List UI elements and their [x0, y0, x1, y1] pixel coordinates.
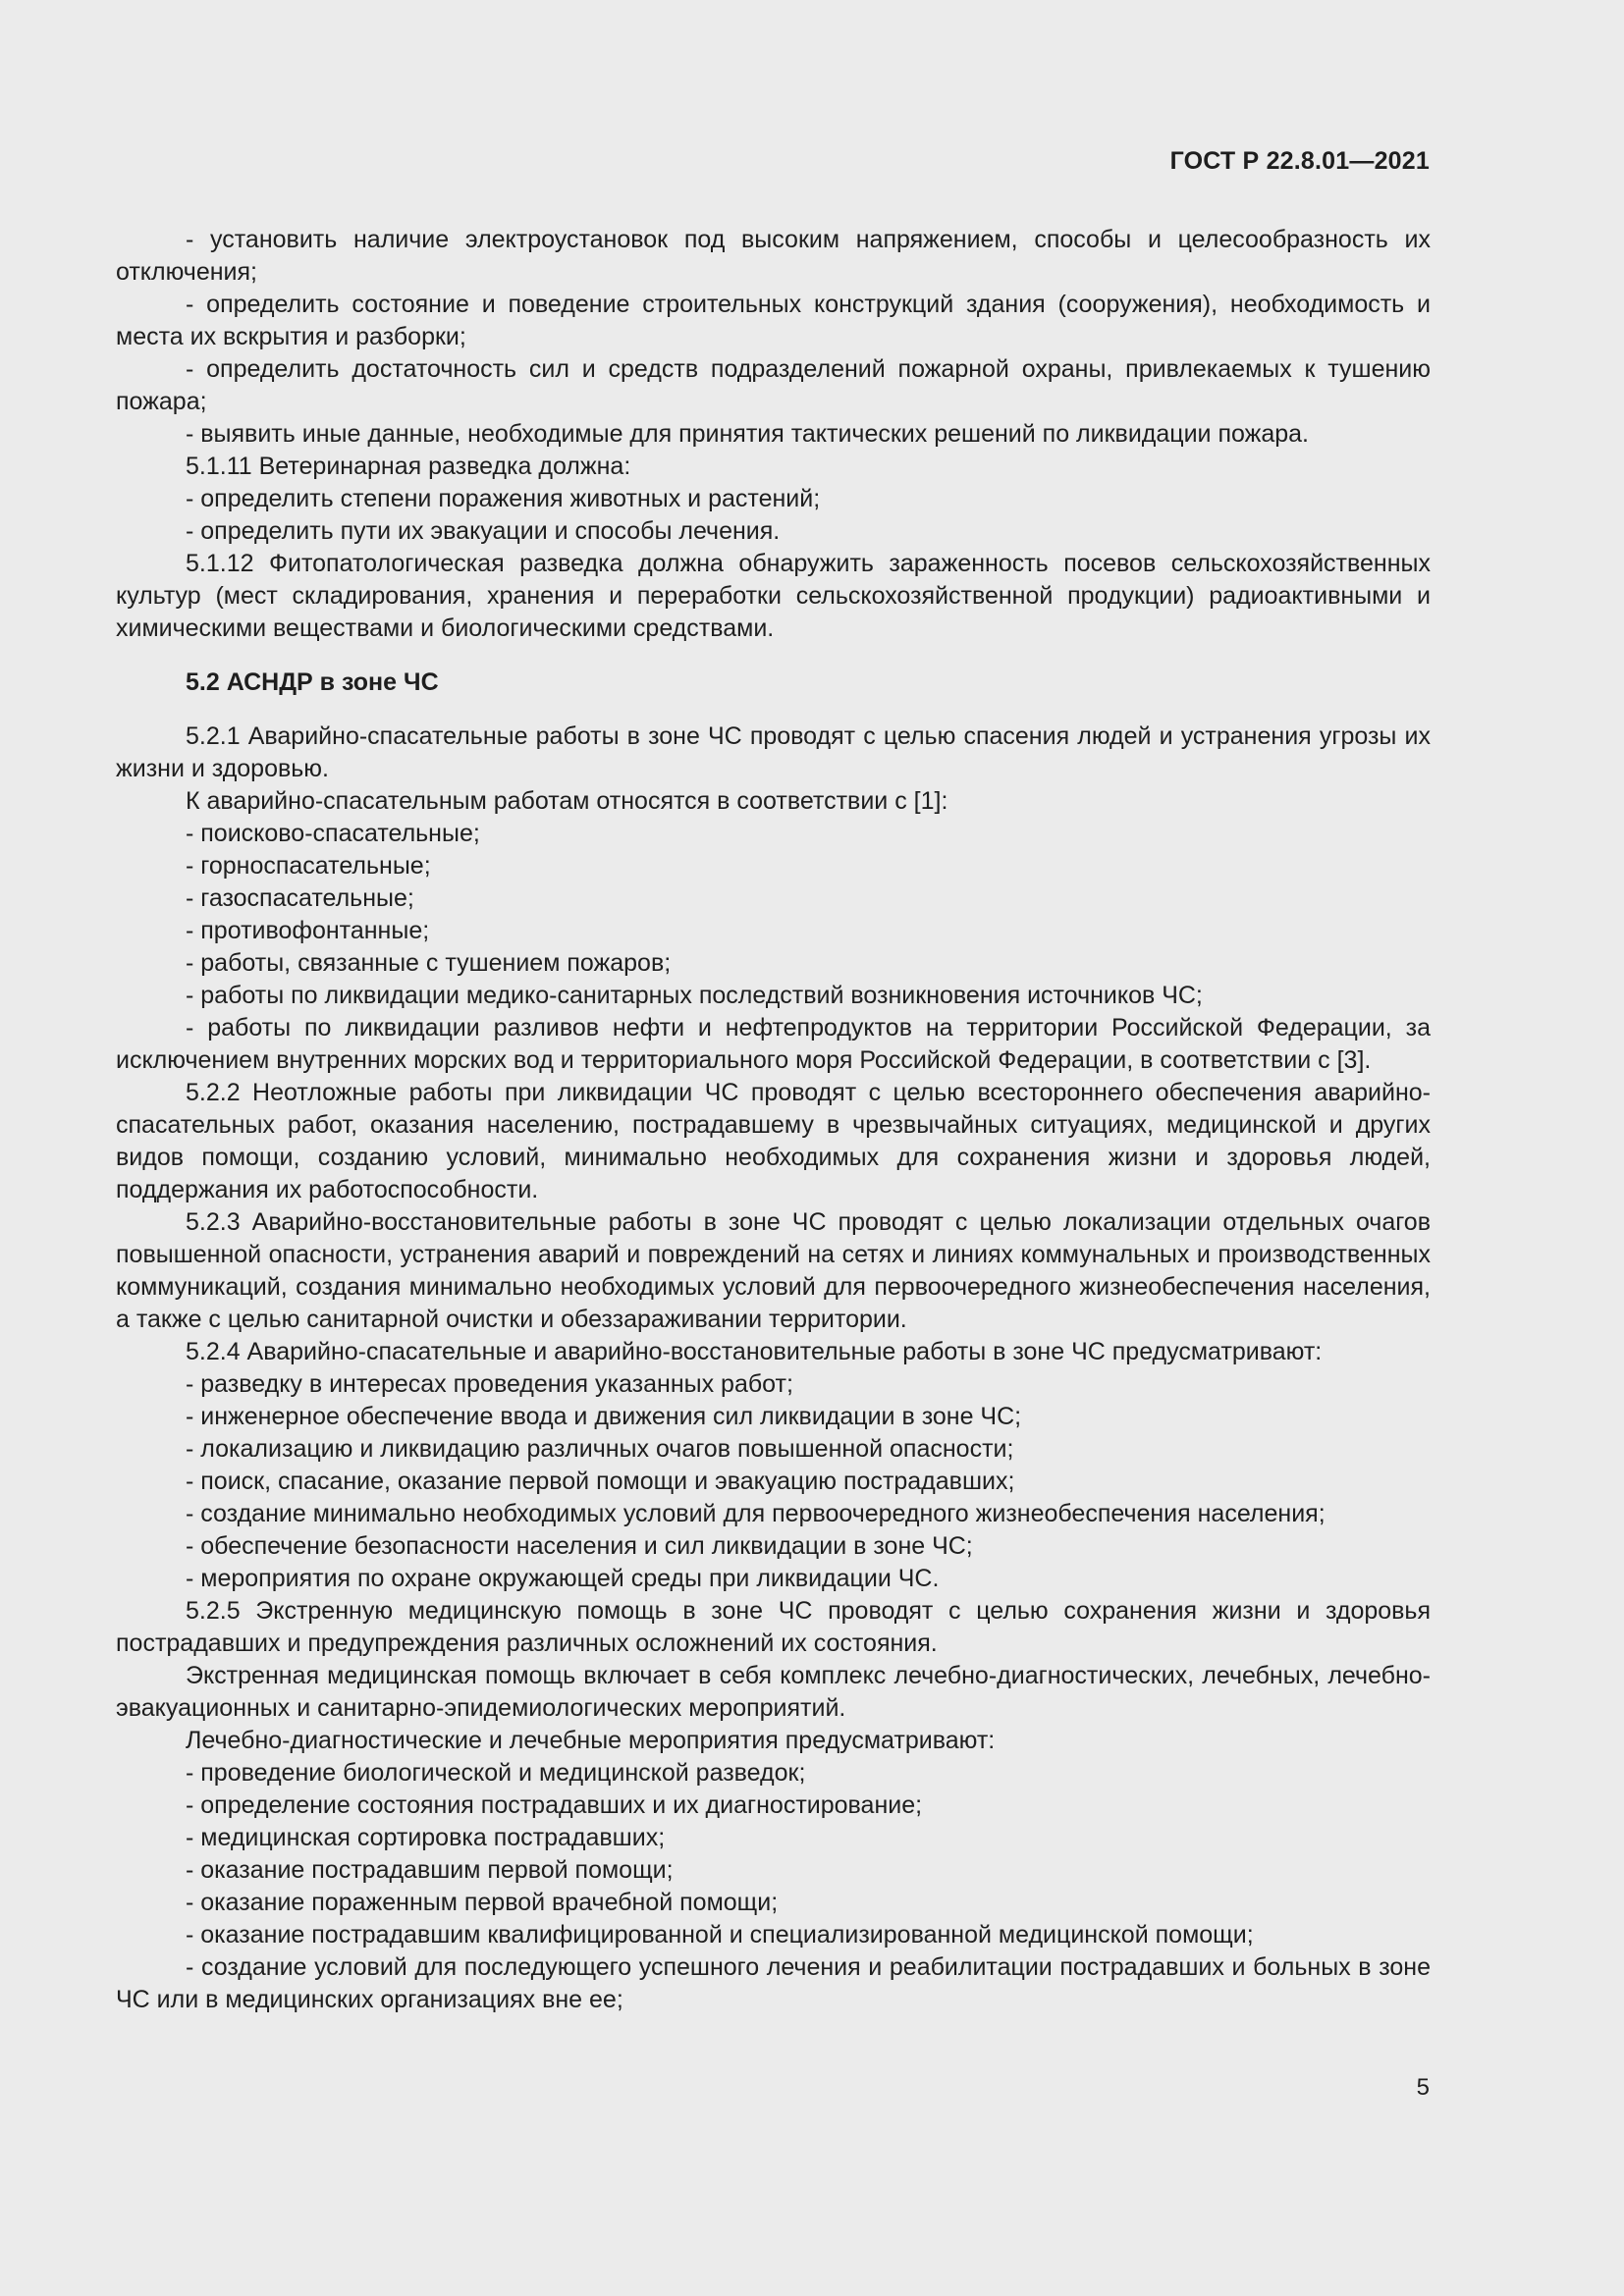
- paragraph: - медицинская сортировка пострадавших;: [186, 1824, 666, 1851]
- paragraph: - поиск, спасание, оказание первой помощи и эвакуацию пострадавших;: [186, 1468, 1015, 1495]
- paragraph: - оказание пострадавшим квалифицированной и специализированной медицинской помощи;: [186, 1921, 1254, 1949]
- document-header-id: ГОСТ Р 22.8.01—2021: [1169, 147, 1430, 175]
- paragraph: - обеспечение безопасности населения и сил ликвидации в зоне ЧС;: [186, 1532, 973, 1560]
- paragraph: - определение состояния пострадавших и их диагностирование;: [186, 1791, 923, 1819]
- paragraph: - создание условий для последующего успешного лечения и реабилитации пострадавших и больных в зоне ЧС или в медицинских организациях вне ее;: [116, 1953, 1431, 2013]
- paragraph: - инженерное обеспечение ввода и движения сил ликвидации в зоне ЧС;: [186, 1403, 1022, 1430]
- paragraph: - газоспасательные;: [186, 884, 414, 912]
- paragraph: - проведение биологической и медицинской разведок;: [186, 1759, 806, 1787]
- paragraph: 5.1.12 Фитопатологическая разведка должна обнаружить зараженность посевов сельскохозяйственных культур (мест складирования, хранения и переработки сельскохозяйственной продукции) радиоактивными и химическими веществами и биологическими средствами.: [116, 550, 1431, 642]
- page-number: 5: [1416, 2074, 1430, 2101]
- paragraph: - оказание пострадавшим первой помощи;: [186, 1856, 674, 1884]
- paragraph: 5.2.3 Аварийно-восстановительные работы в зоне ЧС проводят с целью локализации отдельных очагов повышенной опасности, устранения аварий и повреждений на сетях и линиях коммунальных и производственных коммуникаций, создания минимально необходимых условий для первоочередного жизнеобеспечения населения, а также с целью санитарной очистки и обеззараживании территории.: [116, 1208, 1431, 1333]
- paragraph: - разведку в интересах проведения указанных работ;: [186, 1370, 793, 1398]
- paragraph: - определить пути их эвакуации и способы лечения.: [186, 517, 781, 545]
- paragraph: Экстренная медицинская помощь включает в себя комплекс лечебно-диагностических, лечебных, лечебно-эвакуационных и санитарно-эпидемиологических мероприятий.: [116, 1662, 1431, 1722]
- paragraph: 5.1.11 Ветеринарная разведка должна:: [186, 453, 631, 480]
- paragraph: - горноспасательные;: [186, 852, 431, 880]
- paragraph: 5.2.1 Аварийно-спасательные работы в зоне ЧС проводят с целью спасения людей и устранения угрозы их жизни и здоровью.: [116, 722, 1431, 782]
- paragraph: - работы по ликвидации медико-санитарных последствий возникновения источников ЧС;: [186, 982, 1203, 1009]
- paragraph: - работы по ликвидации разливов нефти и нефтепродуктов на территории Российской Федерации, за исключением внутренних морских вод и территориального моря Российской Федерации, в соответствии с [3].: [116, 1014, 1431, 1074]
- paragraph: 5.2.5 Экстренную медицинскую помощь в зоне ЧС проводят с целью сохранения жизни и здоровья пострадавших и предупреждения различных осложнений их состояния.: [116, 1597, 1431, 1657]
- paragraph: - локализацию и ликвидацию различных очагов повышенной опасности;: [186, 1435, 1014, 1463]
- paragraph: - создание минимально необходимых условий для первоочередного жизнеобеспечения населения;: [186, 1500, 1326, 1527]
- paragraph: - противофонтанные;: [186, 917, 430, 944]
- section-heading: 5.2 АСНДР в зоне ЧС: [186, 668, 439, 696]
- paragraph: Лечебно-диагностические и лечебные мероприятия предусматривают:: [186, 1727, 996, 1754]
- paragraph: 5.2.2 Неотложные работы при ликвидации ЧС проводят с целью всестороннего обеспечения аварийно-спасательных работ, оказания населению, пострадавшему в чрезвычайных ситуациях, медицинской и других видов помощи, созданию условий, минимально необходимых для сохранения жизни и здоровья людей, поддержания их работоспособности.: [116, 1079, 1431, 1203]
- paragraph: - определить состояние и поведение строительных конструкций здания (сооружения), необходимость и места их вскрытия и разборки;: [116, 291, 1431, 350]
- paragraph: 5.2.4 Аварийно-спасательные и аварийно-восстановительные работы в зоне ЧС предусматривают:: [186, 1338, 1323, 1365]
- paragraph: - мероприятия по охране окружающей среды при ликвидации ЧС.: [186, 1565, 940, 1592]
- paragraph: - определить достаточность сил и средств подразделений пожарной охраны, привлекаемых к тушению пожара;: [116, 355, 1431, 415]
- document-body: [116, 224, 1431, 2016]
- paragraph: - поисково-спасательные;: [186, 820, 480, 847]
- paragraph: - выявить иные данные, необходимые для принятия тактических решений по ликвидации пожара.: [186, 420, 1310, 448]
- paragraph: К аварийно-спасательным работам относятся в соответствии с [1]:: [186, 787, 948, 815]
- paragraph: - определить степени поражения животных и растений;: [186, 485, 821, 512]
- paragraph: - оказание пораженным первой врачебной помощи;: [186, 1889, 779, 1916]
- paragraph: - работы, связанные с тушением пожаров;: [186, 949, 672, 977]
- paragraph: - установить наличие электроустановок под высоким напряжением, способы и целесообразность их отключения;: [116, 226, 1431, 286]
